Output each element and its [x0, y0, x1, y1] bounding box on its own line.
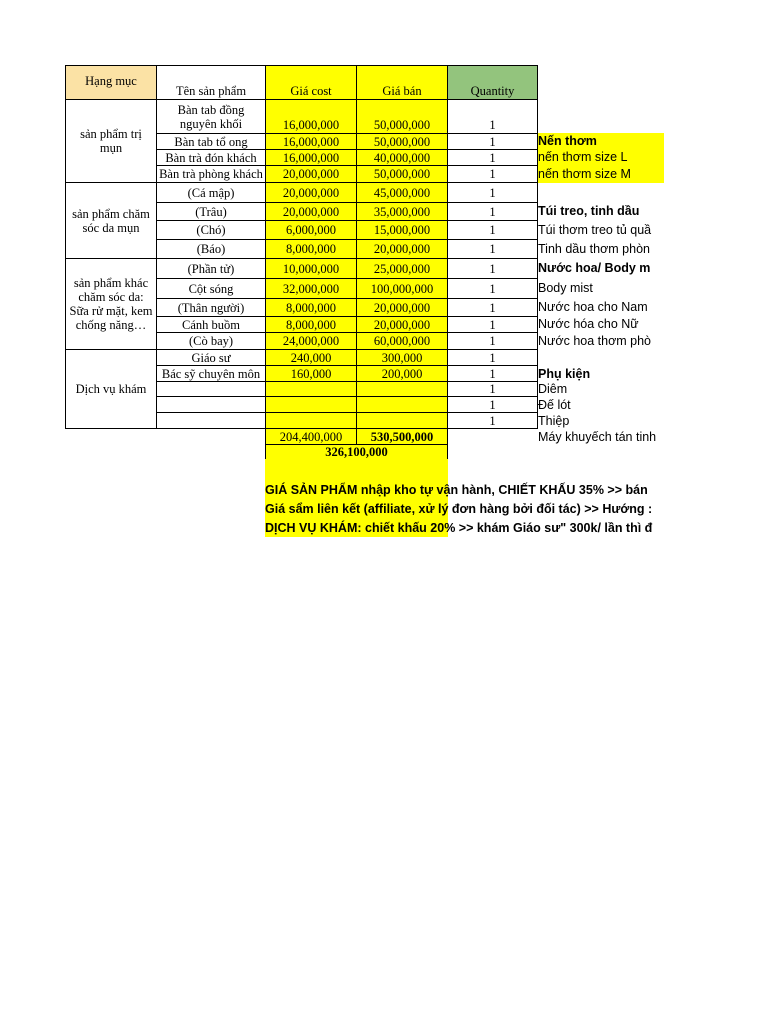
cost-value: 16,000,000	[282, 150, 340, 165]
product-name: Bàn trà đón khách	[165, 150, 257, 165]
side-list-item: Túi thơm treo tủ quầ	[538, 223, 652, 237]
table-row-product	[156, 202, 266, 221]
table-row-qty	[447, 239, 538, 259]
table-row-price	[356, 316, 448, 333]
qty-value: 1	[489, 242, 496, 256]
qty-value: 1	[489, 413, 496, 428]
table-row-cost	[265, 349, 357, 366]
side-list-item: Máy khuyếch tán tinh	[538, 430, 657, 444]
table-row-cost	[265, 258, 357, 279]
qty-value: 1	[489, 366, 496, 381]
product-name: (Thân người)	[177, 300, 245, 315]
price-value: 50,000,000	[373, 167, 431, 181]
qty-value: 1	[489, 185, 496, 200]
side-list-item: Nước hoa/ Body m	[538, 261, 651, 275]
table-row-price	[356, 149, 448, 166]
table-row-cost	[265, 99, 357, 134]
header-product	[156, 65, 266, 100]
table-row-price	[356, 298, 448, 317]
category-label: Dịch vụ khám	[75, 382, 147, 396]
table-row-product	[156, 165, 266, 183]
table-row-product	[156, 349, 266, 366]
category-cell	[65, 99, 157, 183]
total-cost-value: 204,400,000	[279, 429, 343, 444]
table-row-product	[156, 316, 266, 333]
note-line: DỊCH VỤ KHÁM: chiết khấu 20% >> khám Giáo sư" 300k/ lần thì đ	[265, 521, 653, 535]
total-cost	[265, 428, 357, 445]
table-row-product	[156, 365, 266, 382]
table-row-cost	[265, 220, 357, 240]
qty-value: 1	[489, 134, 496, 149]
price-value: 100,000,000	[370, 281, 434, 296]
category-label: sản phẩm chăm sóc da mụn	[72, 206, 150, 235]
table-row-cost	[265, 298, 357, 317]
price-value: 60,000,000	[373, 334, 431, 348]
table-row-qty	[447, 133, 538, 150]
price-value: 40,000,000	[373, 150, 431, 165]
cost-value: 32,000,000	[282, 281, 340, 296]
table-row-price	[356, 349, 448, 366]
price-value: 20,000,000	[373, 317, 431, 332]
side-list-item: Nước hóa cho Nữ	[538, 317, 639, 331]
category-label: sản phẩm trị mụn	[80, 127, 142, 155]
category-cell	[65, 182, 157, 259]
table-row-price	[356, 365, 448, 382]
table-row-cost	[265, 365, 357, 382]
table-row-qty	[447, 316, 538, 333]
table-row-qty	[447, 396, 538, 413]
header-cost	[265, 65, 357, 100]
qty-value: 1	[489, 223, 496, 237]
qty-value: 1	[489, 350, 496, 365]
price-value: 20,000,000	[373, 242, 431, 256]
table-row-price	[356, 258, 448, 279]
header-quantity-label: Quantity	[470, 84, 515, 98]
product-name: Bác sỹ chuyên môn	[161, 366, 261, 381]
cost-value: 16,000,000	[282, 134, 340, 149]
cost-value: 20,000,000	[282, 167, 340, 181]
product-name: (Cá mập)	[187, 185, 235, 200]
side-list-item: Nước hoa cho Nam	[538, 300, 648, 314]
cost-value: 16,000,000	[282, 118, 340, 132]
side-list-item: Thiệp	[538, 414, 570, 428]
table-row-price	[356, 396, 448, 413]
cost-value: 8,000,000	[286, 242, 336, 256]
header-product-label: Tên sản phẩm	[175, 84, 247, 98]
table-row-qty	[447, 258, 538, 279]
table-row-qty	[447, 182, 538, 203]
table-row-product	[156, 220, 266, 240]
side-list-item: Đế lót	[538, 398, 571, 412]
table-row-price	[356, 202, 448, 221]
price-value: 50,000,000	[373, 134, 431, 149]
price-value: 35,000,000	[373, 204, 431, 219]
table-row-qty	[447, 349, 538, 366]
category-cell	[65, 349, 157, 429]
header-cost-label: Giá cost	[290, 84, 332, 98]
table-row-qty	[447, 332, 538, 350]
table-row-qty	[447, 165, 538, 183]
table-row-price	[356, 239, 448, 259]
table-row-cost	[265, 381, 357, 397]
cost-value: 20,000,000	[282, 185, 340, 200]
header-category-label: Hạng mục	[85, 74, 137, 88]
table-row-cost	[265, 165, 357, 183]
table-row-qty	[447, 381, 538, 397]
table-row-product	[156, 298, 266, 317]
table-row-product	[156, 133, 266, 150]
side-list-item: Diêm	[538, 382, 568, 396]
table-row-product	[156, 182, 266, 203]
cost-value: 10,000,000	[282, 261, 340, 276]
table-row-price	[356, 332, 448, 350]
table-row-cost	[265, 396, 357, 413]
table-row-cost	[265, 278, 357, 299]
table-row-cost	[265, 202, 357, 221]
note-line: Giá sẩm liên kết (affiliate, xử lý đơn hàng bởi đối tác) >> Hướng :	[265, 502, 653, 516]
product-name: (Chó)	[196, 223, 226, 237]
cost-value: 20,000,000	[282, 204, 340, 219]
side-list-item: Phụ kiện	[538, 367, 591, 381]
table-row-product	[156, 239, 266, 259]
category-cell	[65, 258, 157, 350]
category-label: sản phẩm khác chăm sóc da: Sữa rử mặt, kem chống năng…	[69, 276, 153, 332]
qty-value: 1	[489, 300, 496, 315]
side-list-item: Nước hoa thơm phò	[538, 334, 652, 348]
side-list-item: Body mist	[538, 281, 593, 295]
table-row-product	[156, 149, 266, 166]
total-profit-value: 326,100,000	[325, 445, 388, 459]
table-row-qty	[447, 149, 538, 166]
cost-value: 240,000	[290, 350, 332, 365]
header-price-label: Giá bán	[382, 84, 422, 98]
side-list-item: Túi treo, tinh dầu	[538, 204, 640, 218]
table-row-price	[356, 99, 448, 134]
table-row-qty	[447, 365, 538, 382]
product-name: Bàn tab tổ ong	[174, 134, 248, 149]
table-row-cost	[265, 239, 357, 259]
price-value: 300,000	[381, 350, 423, 365]
product-name: (Phần tử)	[187, 261, 235, 276]
qty-value: 1	[489, 382, 496, 396]
price-value: 15,000,000	[373, 223, 431, 237]
table-row-product	[156, 332, 266, 350]
table-row-cost	[265, 133, 357, 150]
product-name: Cột sóng	[188, 281, 234, 296]
table-row-cost	[265, 332, 357, 350]
table-row-qty	[447, 412, 538, 429]
table-row-price	[356, 381, 448, 397]
table-row-cost	[265, 316, 357, 333]
header-category	[65, 65, 157, 100]
table-row-product	[156, 412, 266, 429]
product-name: (Báo)	[196, 242, 226, 256]
side-list-item: Tinh dầu thơm phòn	[538, 242, 650, 256]
table-row-price	[356, 165, 448, 183]
product-name: Bàn tab đồng nguyên khối	[177, 102, 245, 131]
qty-value: 1	[489, 150, 496, 165]
price-value: 200,000	[381, 366, 423, 381]
table-row-cost	[265, 182, 357, 203]
product-name: (Cò bay)	[188, 334, 234, 348]
header-quantity	[447, 65, 538, 100]
qty-value: 1	[489, 397, 496, 412]
table-row-qty	[447, 202, 538, 221]
table-row-qty	[447, 220, 538, 240]
total-price-value: 530,500,000	[370, 429, 434, 444]
cost-value: 8,000,000	[286, 317, 336, 332]
price-value: 50,000,000	[373, 118, 431, 132]
qty-value: 1	[489, 334, 496, 348]
qty-value: 1	[489, 317, 496, 332]
table-row-qty	[447, 298, 538, 317]
price-value: 25,000,000	[373, 261, 431, 276]
cost-value: 6,000,000	[286, 223, 336, 237]
table-row-price	[356, 220, 448, 240]
table-row-price	[356, 278, 448, 299]
note-line: GIÁ SẢN PHẨM nhập kho tự vận hành, CHIẾT KHẤU 35% >> bán	[265, 483, 648, 497]
table-row-product	[156, 396, 266, 413]
table-row-cost	[265, 412, 357, 429]
qty-value: 1	[489, 261, 496, 276]
product-name: (Trâu)	[195, 204, 227, 219]
table-row-qty	[447, 99, 538, 134]
qty-value: 1	[489, 167, 496, 181]
header-price	[356, 65, 448, 100]
table-row-price	[356, 133, 448, 150]
table-row-price	[356, 182, 448, 203]
table-row-qty	[447, 278, 538, 299]
side-list-item: nến thơm size L	[538, 150, 628, 164]
table-row-price	[356, 412, 448, 429]
qty-value: 1	[489, 118, 496, 132]
product-name: Cánh buồm	[182, 317, 240, 332]
table-row-product	[156, 381, 266, 397]
product-name: Bàn trà phòng khách	[159, 167, 263, 181]
price-value: 45,000,000	[373, 185, 431, 200]
total-price	[356, 428, 448, 445]
price-value: 20,000,000	[373, 300, 431, 315]
cost-value: 160,000	[290, 366, 332, 381]
table-row-product	[156, 278, 266, 299]
qty-value: 1	[489, 204, 496, 219]
side-list-item: Nến thơm	[538, 134, 597, 148]
product-name: Giáo sư	[191, 350, 231, 365]
side-list-item: nến thơm size M	[538, 167, 631, 181]
total-profit	[265, 444, 448, 460]
table-row-product	[156, 99, 266, 134]
qty-value: 1	[489, 281, 496, 296]
table-row-cost	[265, 149, 357, 166]
table-row-product	[156, 258, 266, 279]
cost-value: 8,000,000	[286, 300, 336, 315]
cost-value: 24,000,000	[282, 334, 340, 348]
